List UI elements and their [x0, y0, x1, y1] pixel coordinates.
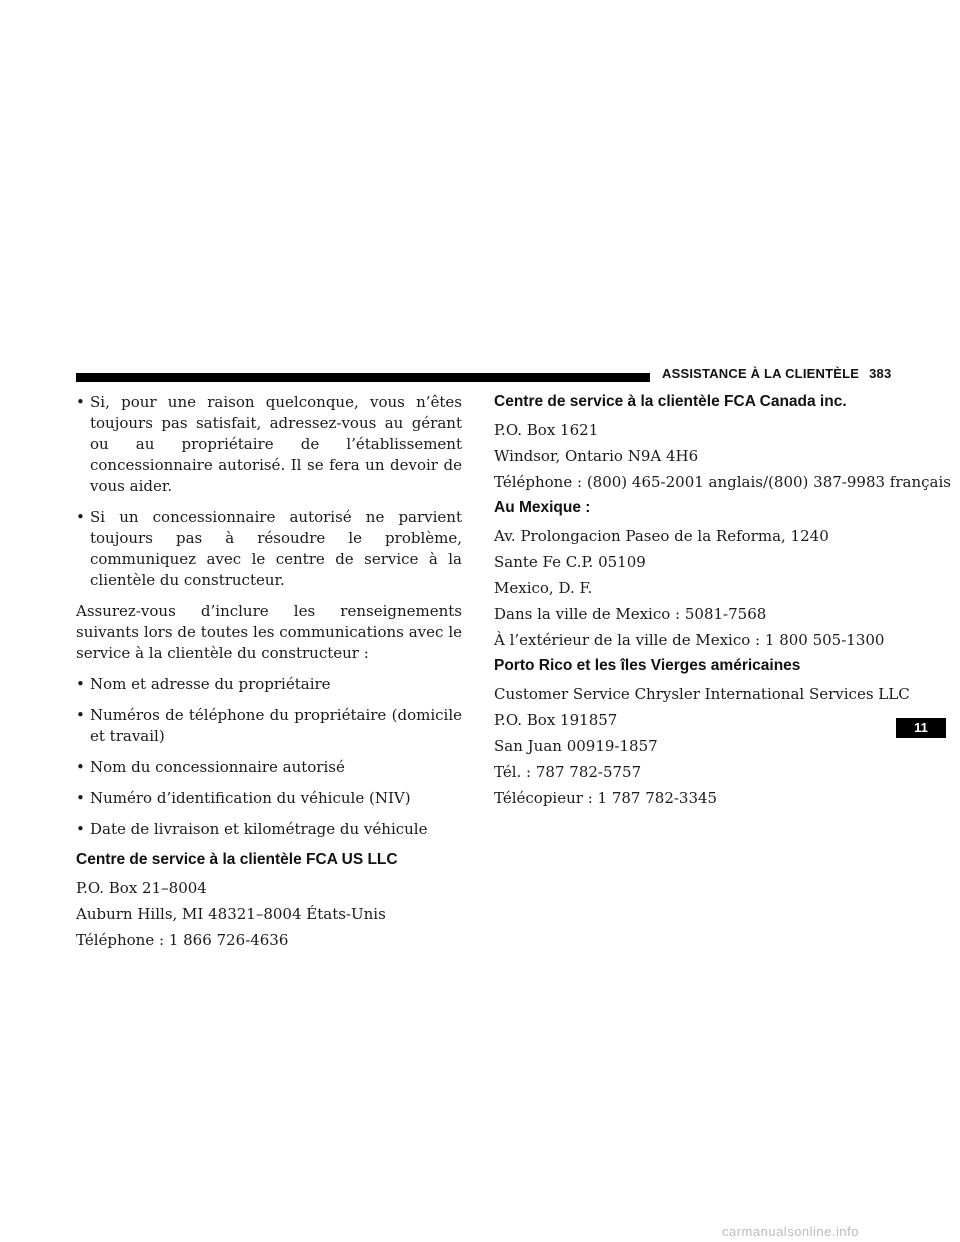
- running-header: [662, 366, 891, 381]
- list-item: • Date de livraison et kilométrage du véhicule: [76, 820, 428, 838]
- us-heading: Centre de service à la clientèle FCA US LLC: [76, 851, 398, 868]
- phone-line: Téléphone : (800) 465-2001 anglais/(800) 387-9983 français: [494, 473, 951, 491]
- list-item: • Si un concessionnaire autorisé ne parvient toujours pas à résoudre le problème, communiquez avec le centre de service à la clientèle du constructeur.: [76, 508, 462, 589]
- phone-line: Téléphone : 1 866 726-4636: [76, 931, 289, 949]
- address-line: P.O. Box 191857: [494, 711, 618, 729]
- address-line: Av. Prolongacion Paseo de la Reforma, 1240: [494, 527, 829, 545]
- address-line: Mexico, D. F.: [494, 579, 593, 597]
- address-line: P.O. Box 1621: [494, 421, 599, 439]
- address-line: Auburn Hills, MI 48321–8004 États-Unis: [76, 905, 386, 923]
- puerto-rico-heading: Porto Rico et les îles Vierges américaines: [494, 657, 801, 674]
- address-line: Customer Service Chrysler International Services LLC: [494, 685, 910, 703]
- list-item: • Numéro d’identification du véhicule (NIV): [76, 789, 411, 807]
- canada-heading: Centre de service à la clientèle FCA Canada inc.: [494, 393, 847, 410]
- address-line: P.O. Box 21–8004: [76, 879, 207, 897]
- address-line: Windsor, Ontario N9A 4H6: [494, 447, 699, 465]
- address-line: San Juan 00919-1857: [494, 737, 658, 755]
- section-title: ASSISTANCE À LA CLIENTÈLE: [662, 366, 860, 381]
- list-item: • Nom du concessionnaire autorisé: [76, 758, 345, 776]
- list-item: • Si, pour une raison quelconque, vous n’êtes toujours pas satisfait, adressez-vous au gérant ou au propriétaire de l’établissement concessionnaire autorisé. Il se fera un devoir de vous aider.: [76, 393, 462, 495]
- address-line: Sante Fe C.P. 05109: [494, 553, 646, 571]
- phone-line: À l’extérieur de la ville de Mexico : 1 800 505-1300: [494, 631, 885, 649]
- page-number: 383: [869, 366, 892, 381]
- list-item: • Nom et adresse du propriétaire: [76, 675, 331, 693]
- header-rule: [76, 373, 650, 382]
- chapter-tab: 11: [896, 718, 946, 738]
- instruction-paragraph: Assurez-vous d’inclure les renseignements suivants lors de toutes les communications avec le service à la clientèle du constructeur :: [76, 602, 462, 662]
- phone-line: Tél. : 787 782-5757: [494, 763, 642, 781]
- fax-line: Télécopieur : 1 787 782-3345: [494, 789, 718, 807]
- list-item: • Numéros de téléphone du propriétaire (domicile et travail): [76, 706, 462, 745]
- footer-watermark: carmanualsonline.info: [722, 1224, 859, 1239]
- phone-line: Dans la ville de Mexico : 5081-7568: [494, 605, 767, 623]
- mexico-heading: Au Mexique :: [494, 499, 591, 516]
- left-column: [76, 392, 462, 956]
